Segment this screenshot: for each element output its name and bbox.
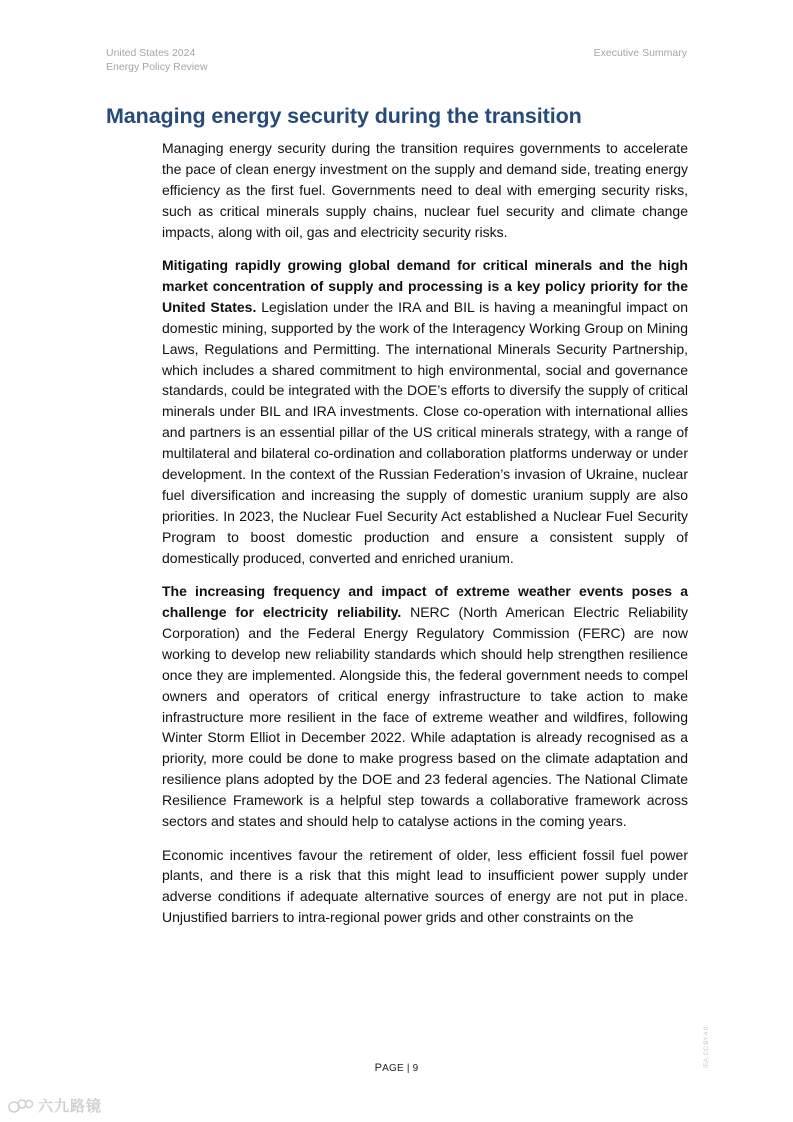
report-subtitle-line: Energy Policy Review — [106, 60, 208, 73]
paragraph-2-text: Legislation under the IRA and BIL is having a meaningful impact on domestic mining, supported by the work of the Interagency Working Group on Mining Laws, Regulations and Permitting. The international Minerals Security Partnership, which includes a shared commitment to high environmental, social and governance standards, could be integrated with the DOE’s efforts to diversify the supply of critical minerals under BIL and IRA investments. Close co-operation with international allies and partners is an essential pillar of the US critical minerals strategy, with a range of multilateral and bilateral co-ordination and collaboration platforms underway or under development. In the context of the Russian Federation’s invasion of Ukraine, nuclear fuel diversification and increasing the supply of domestic uranium supply are also priorities. In 2023, the Nuclear Fuel Security Act established a Nuclear Fuel Security Program to boost domestic production and ensure a consistent supply of domestically produced, converted and enriched uranium. — [162, 298, 688, 566]
watermark-text: 六九路镜 — [38, 1098, 103, 1115]
section-title: Managing energy security during the transition — [106, 104, 582, 128]
paragraph-4-text: Economic incentives favour the retirement of older, less efficient fossil fuel power plants, and there is a risk that this might lead to insufficient power supply under adverse conditions if adequate alternative sources of energy are not put in place. Unjustified barriers to intra-regional power grids and other constraints on the — [162, 846, 688, 926]
watermark — [8, 1095, 102, 1116]
paragraph-1 — [162, 138, 688, 243]
watermark-logo-icon — [8, 1098, 34, 1114]
paragraph-3-text: NERC (North American Electric Reliability Corporation) and the Federal Energy Regulatory Commission (FERC) are now working to develop new reliability standards which should help strengthen resilience once they are implemented. Alongside this, the federal government needs to compel owners and operators of critical energy infrastructure to take action to make infrastructure more resilient in the face of extreme weather and wildfires, following Winter Storm Elliot in December 2022. While adaptation is already recognised as a priority, more could be done to make progress based on the climate adaptation and resilience plans adopted by the DOE and 23 federal agencies. The National Climate Resilience Framework is a helpful step towards a collaborative framework across sectors and states and should help to catalyse actions in the coming years. — [162, 604, 688, 830]
running-header-right — [594, 47, 687, 61]
paragraph-2-lead: Mitigating rapidly growing global demand for critical minerals and the high market concentration of supply and processing is a key policy priority for the United States. — [162, 257, 688, 315]
page-number: 9 — [412, 1063, 419, 1074]
paragraph-2 — [162, 255, 688, 569]
page-label-initial: P — [374, 1062, 383, 1074]
section-name: Executive Summary — [593, 47, 687, 59]
page-label-rest: AGE — [382, 1063, 404, 1074]
page-footer — [0, 1062, 793, 1074]
paragraph-1-text: Managing energy security during the transition requires governments to accelerate the pace of clean energy investment on the supply and demand side, treating energy efficiency as the first fuel. Governments need to deal with emerging security risks, such as critical minerals supply chains, nuclear fuel security and climate change impacts, along with oil, gas and electricity security risks. — [162, 140, 688, 240]
body-text — [162, 138, 688, 941]
paragraph-4 — [162, 845, 688, 929]
paragraph-3 — [162, 581, 688, 832]
report-title-line: United States 2024 — [106, 47, 196, 59]
license-note: IEA. CC BY 4.0. — [704, 1025, 710, 1068]
paragraph-3-lead: The increasing frequency and impact of extreme weather events poses a challenge for electricity reliability. — [162, 583, 688, 621]
running-header-left — [106, 47, 208, 74]
page-separator: | — [403, 1063, 413, 1074]
